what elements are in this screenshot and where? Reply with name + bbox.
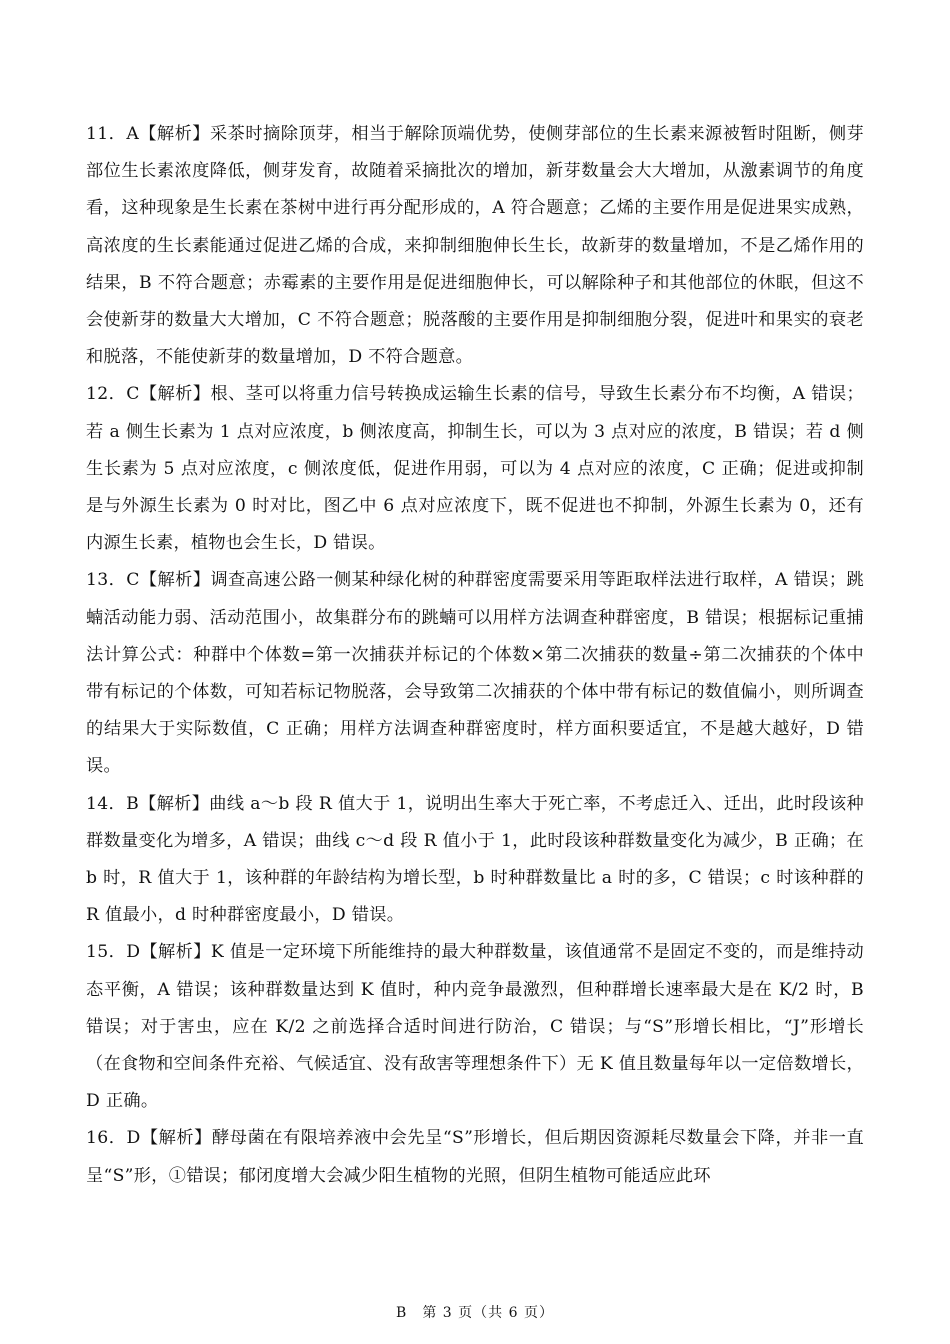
answer-13 — [86, 562, 864, 785]
answer-14-text: 曲线 a～b 段 R 值大于 1，说明出生率大于死亡率，不考虑迁入、迁出，此时段该种群数量变化为增多，A 错误；曲线 c～d 段 R 值小于 1，此时段该种群数量变化为减少，B 正确；在 b 时，R 值大于 1，该种群的年龄结构为增长型，b 时种群数量比 a 时的多，C 错误；c 时该种群的 R 值最小，d 时种群密度最小，D 错误。 — [86, 793, 865, 926]
answer-11 — [86, 116, 864, 376]
answer-page — [86, 116, 864, 1195]
answer-13-number: 13．C — [86, 570, 140, 591]
answer-16-text: 酵母菌在有限培养液中会先呈“S”形增长，但后期因资源耗尽数量会下降，并非一直呈“S”形，①错误；郁闭度增大会减少阳生植物的光照，但阴生植物可能适应此环 — [86, 1128, 864, 1186]
answer-12-number: 12．C — [86, 384, 140, 405]
answer-16 — [86, 1120, 864, 1194]
answer-12-tag: 【解析】 — [139, 384, 211, 405]
answer-11-number: 11．A — [86, 124, 140, 144]
answer-14-number: 14．B — [86, 793, 140, 814]
answer-12 — [86, 376, 864, 562]
answer-13-text: 调查高速公路一侧某种绿化树的种群密度需要采用等距取样法进行取样，A 错误；跳蝻活动能力弱、活动范围小，故集群分布的跳蝻可以用样方法调查种群密度，B 错误；根据标记重捕法计算公式：种群中个体数=第一次捕获并标记的个体数×第二次捕获的数量÷第二次捕获的个体中带有标记的个体数，可知若标记物脱落，会导致第二次捕获的个体中带有标记的数值偏小，则所调查的结果大于实际数值，C 正确；用样方法调查种群密度时，样方面积要适宜，不是越大越好，D 错误。 — [86, 570, 864, 777]
answer-11-text: 采茶时摘除顶芽，相当于解除顶端优势，使侧芽部位的生长素来源被暂时阻断，侧芽部位生长素浓度降低，侧芽发育，故随着采摘批次的增加，新芽数量会大大增加，从激素调节的角度看，这种现象是生长素在茶树中进行再分配形成的，A 符合题意；乙烯的主要作用是促进果实成熟，高浓度的生长素能通过促进乙烯的合成，来抑制细胞伸长生长，故新芽的数量增加，不是乙烯作用的结果，B 不符合题意；赤霉素的主要作用是促进细胞伸长，可以解除种子和其他部位的休眠，但这不会使新芽的数量大大增加，C 不符合题意；脱落酸的主要作用是抑制细胞分裂，促进叶和果实的衰老和脱落，不能使新芽的数量增加，D 不符合题意。 — [86, 124, 864, 368]
answer-12-text: 根、茎可以将重力信号转换成运输生长素的信号，导致生长素分布不均衡，A 错误；若 a 侧生长素为 1 点对应浓度，b 侧浓度高，抑制生长，可以为 3 点对应的浓度，B 错误；若 d 侧生长素为 5 点对应浓度，c 侧浓度低，促进作用弱，可以为 4 点对应的浓度，C 正确；促进或抑制是与外源生长素为 0 时对比，图乙中 6 点对应浓度下，既不促进也不抑制，外源生长素为 0，还有内源生长素，植物也会生长，D 错误。 — [86, 384, 864, 554]
answer-15 — [86, 934, 864, 1120]
answer-14 — [86, 786, 864, 935]
answer-16-number: 16．D — [86, 1128, 141, 1149]
answer-14-tag: 【解析】 — [139, 793, 210, 814]
answer-15-tag: 【解析】 — [140, 942, 211, 963]
answer-13-tag: 【解析】 — [139, 570, 211, 591]
answer-15-text: K 值是一定环境下所能维持的最大种群数量，该值通常不是固定不变的，而是维持动态平衡，A 错误；该种群数量达到 K 值时，种内竞争最激烈，但种群增长速率最大是在 K/2 时，B 错误；对于害虫，应在 K/2 之前选择合适时间进行防治，C 错误；与“S”形增长相比，“J”形增长（在食物和空间条件充裕、气候适宜、没有敌害等理想条件下）无 K 值且数量每年以一定倍数增长，D 正确。 — [86, 942, 864, 1112]
answer-15-number: 15．D — [86, 942, 141, 963]
page-footer: B 第 3 页（共 6 页） — [396, 1305, 554, 1321]
answer-16-tag: 【解析】 — [140, 1128, 212, 1149]
answer-11-tag: 【解析】 — [139, 124, 210, 144]
